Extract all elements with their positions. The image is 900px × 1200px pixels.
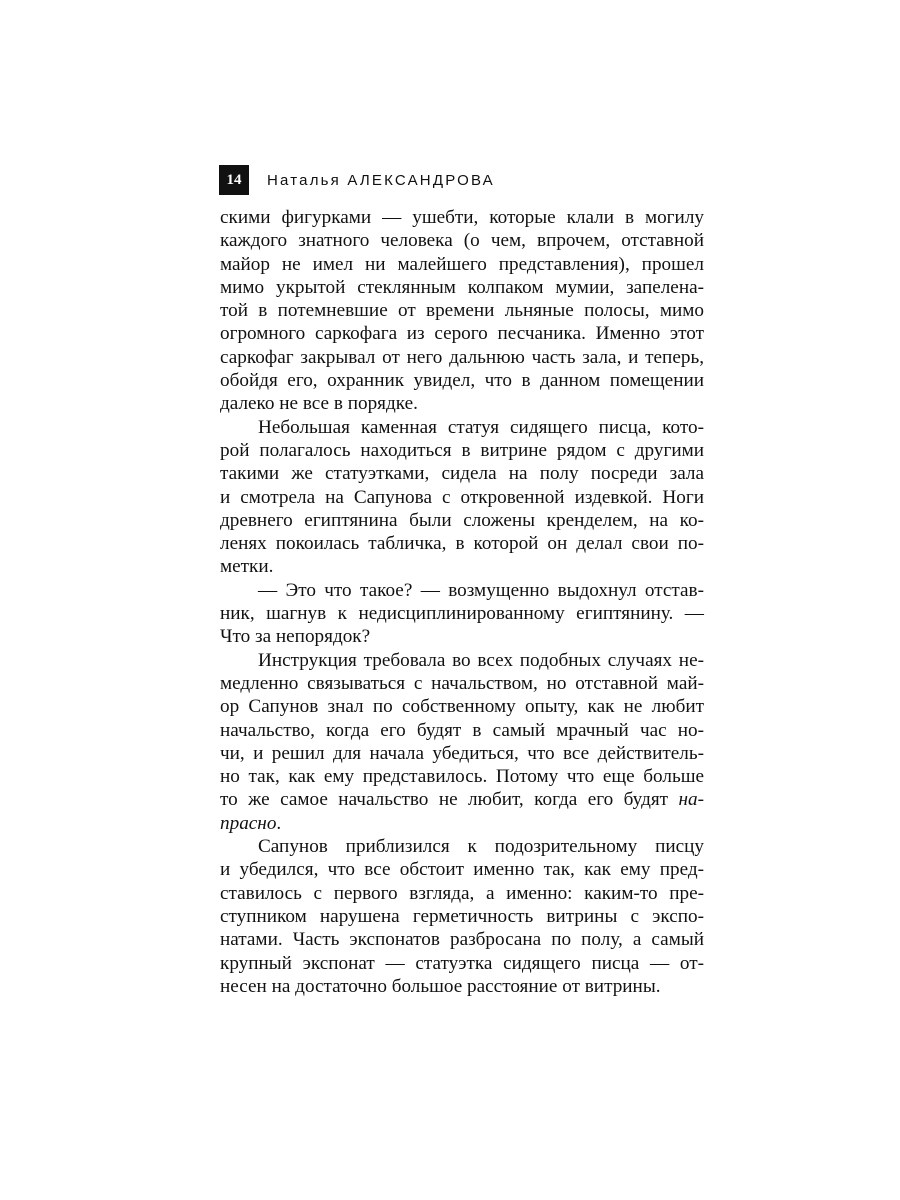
text-line [220, 602, 704, 625]
text-line [220, 462, 704, 485]
text-line-content: ленях покоилась табличка, в которой он делал свои по- [220, 533, 704, 555]
text-line-content: медленно связываться с начальством, но отставной май- [220, 672, 704, 694]
text-line-content: начальство, когда его будят в самый мрачный час но- [220, 719, 704, 741]
text-line [220, 952, 704, 975]
text-line [220, 905, 704, 928]
text-line [220, 788, 704, 811]
text-line [220, 253, 704, 276]
text-line [220, 229, 704, 252]
text-line-content: несен на достаточно большое расстояние от витрины. [220, 975, 661, 997]
text-line [220, 649, 704, 672]
text-line-content: и убедился, что все обстоит именно так, как ему пред- [220, 859, 704, 881]
text-line [220, 882, 704, 905]
text-line-content: ор Сапунов знал по собственному опыту, как не любит [220, 696, 704, 718]
text-line-content: обойдя его, охранник увидел, что в данном помещении [220, 370, 704, 392]
text-line [220, 532, 704, 555]
text-line-content: Сапунов приблизился к подозрительному писцу [258, 836, 704, 858]
text-line-tail: . [276, 812, 282, 834]
text-line-content: Что за непорядок? [220, 626, 371, 648]
body-text [220, 206, 704, 998]
text-line [220, 509, 704, 532]
text-line [220, 928, 704, 951]
text-line [220, 695, 704, 718]
text-line-content: ставилось с первого взгляда, а именно: каким-то пре- [220, 882, 704, 904]
text-line [220, 346, 704, 369]
text-line [220, 812, 704, 835]
text-line [220, 369, 704, 392]
text-line-content: но так, как ему представилось. Потому что еще больше [220, 766, 704, 788]
italic-word: прасно [220, 812, 277, 834]
running-head: Наталья АЛЕКСАНДРОВА [267, 171, 495, 189]
text-line [220, 835, 704, 858]
text-line [220, 416, 704, 439]
italic-word: на- [678, 789, 704, 811]
page-header [219, 164, 495, 196]
text-line [220, 486, 704, 509]
text-line [220, 299, 704, 322]
text-line [220, 322, 704, 345]
text-line-content: такими же статуэтками, сидела на полу посреди зала [220, 463, 704, 485]
text-line-content: то же самое начальство не любит, когда его будят [220, 789, 669, 811]
text-line [220, 579, 704, 602]
page-number: 14 [219, 165, 249, 195]
text-line [220, 276, 704, 299]
text-line-content: метки. [220, 556, 274, 578]
text-line [220, 975, 704, 998]
text-line-content: скими фигурками — ушебти, которые клали в могилу [220, 207, 704, 228]
text-line-content: натами. Часть экспонатов разбросана по полу, а самый [220, 929, 704, 951]
text-line-content: ступником нарушена герметичность витрины с экспо- [220, 905, 704, 927]
text-line-content: и смотрела на Сапунова с откровенной издевкой. Ноги [220, 486, 704, 508]
text-line-content: далеко не все в порядке. [220, 393, 418, 415]
text-line-content: Небольшая каменная статуя сидящего писца, кото- [258, 416, 704, 438]
text-line [220, 206, 704, 229]
text-line-content: ник, шагнув к недисциплинированному египтянину. — [220, 603, 704, 625]
text-line-content: мимо укрытой стеклянным колпаком мумии, запелена- [220, 276, 704, 298]
text-line [220, 392, 704, 415]
text-line [220, 555, 704, 578]
text-line-content: саркофаг закрывал от него дальнюю часть зала, и теперь, [220, 346, 704, 368]
text-line [220, 672, 704, 695]
text-line [220, 625, 704, 648]
text-line-content: огромного саркофага из серого песчаника. Именно этот [220, 323, 704, 345]
text-line [220, 439, 704, 462]
text-line-content: — Это что такое? — возмущенно выдохнул отстав- [258, 579, 704, 601]
text-line-content: Инструкция требовала во всех подобных случаях не- [258, 649, 704, 671]
text-line [220, 719, 704, 742]
text-line-content: древнего египтянина были сложены кренделем, на ко- [220, 509, 704, 531]
text-line-content: крупный экспонат — статуэтка сидящего писца — от- [220, 952, 704, 974]
text-line-content: чи, и решил для начала убедиться, что все действитель- [220, 742, 704, 764]
text-line [220, 765, 704, 788]
text-line-content: майор не имел ни малейшего представления), прошел [220, 253, 704, 275]
text-line-content: той в потемневшие от времени льняные полосы, мимо [220, 300, 704, 322]
text-line [220, 742, 704, 765]
text-line [220, 858, 704, 881]
text-line-content: каждого знатного человека (о чем, впрочем, отставной [220, 230, 704, 252]
text-line-content: рой полагалось находиться в витрине рядом с другими [220, 439, 704, 461]
